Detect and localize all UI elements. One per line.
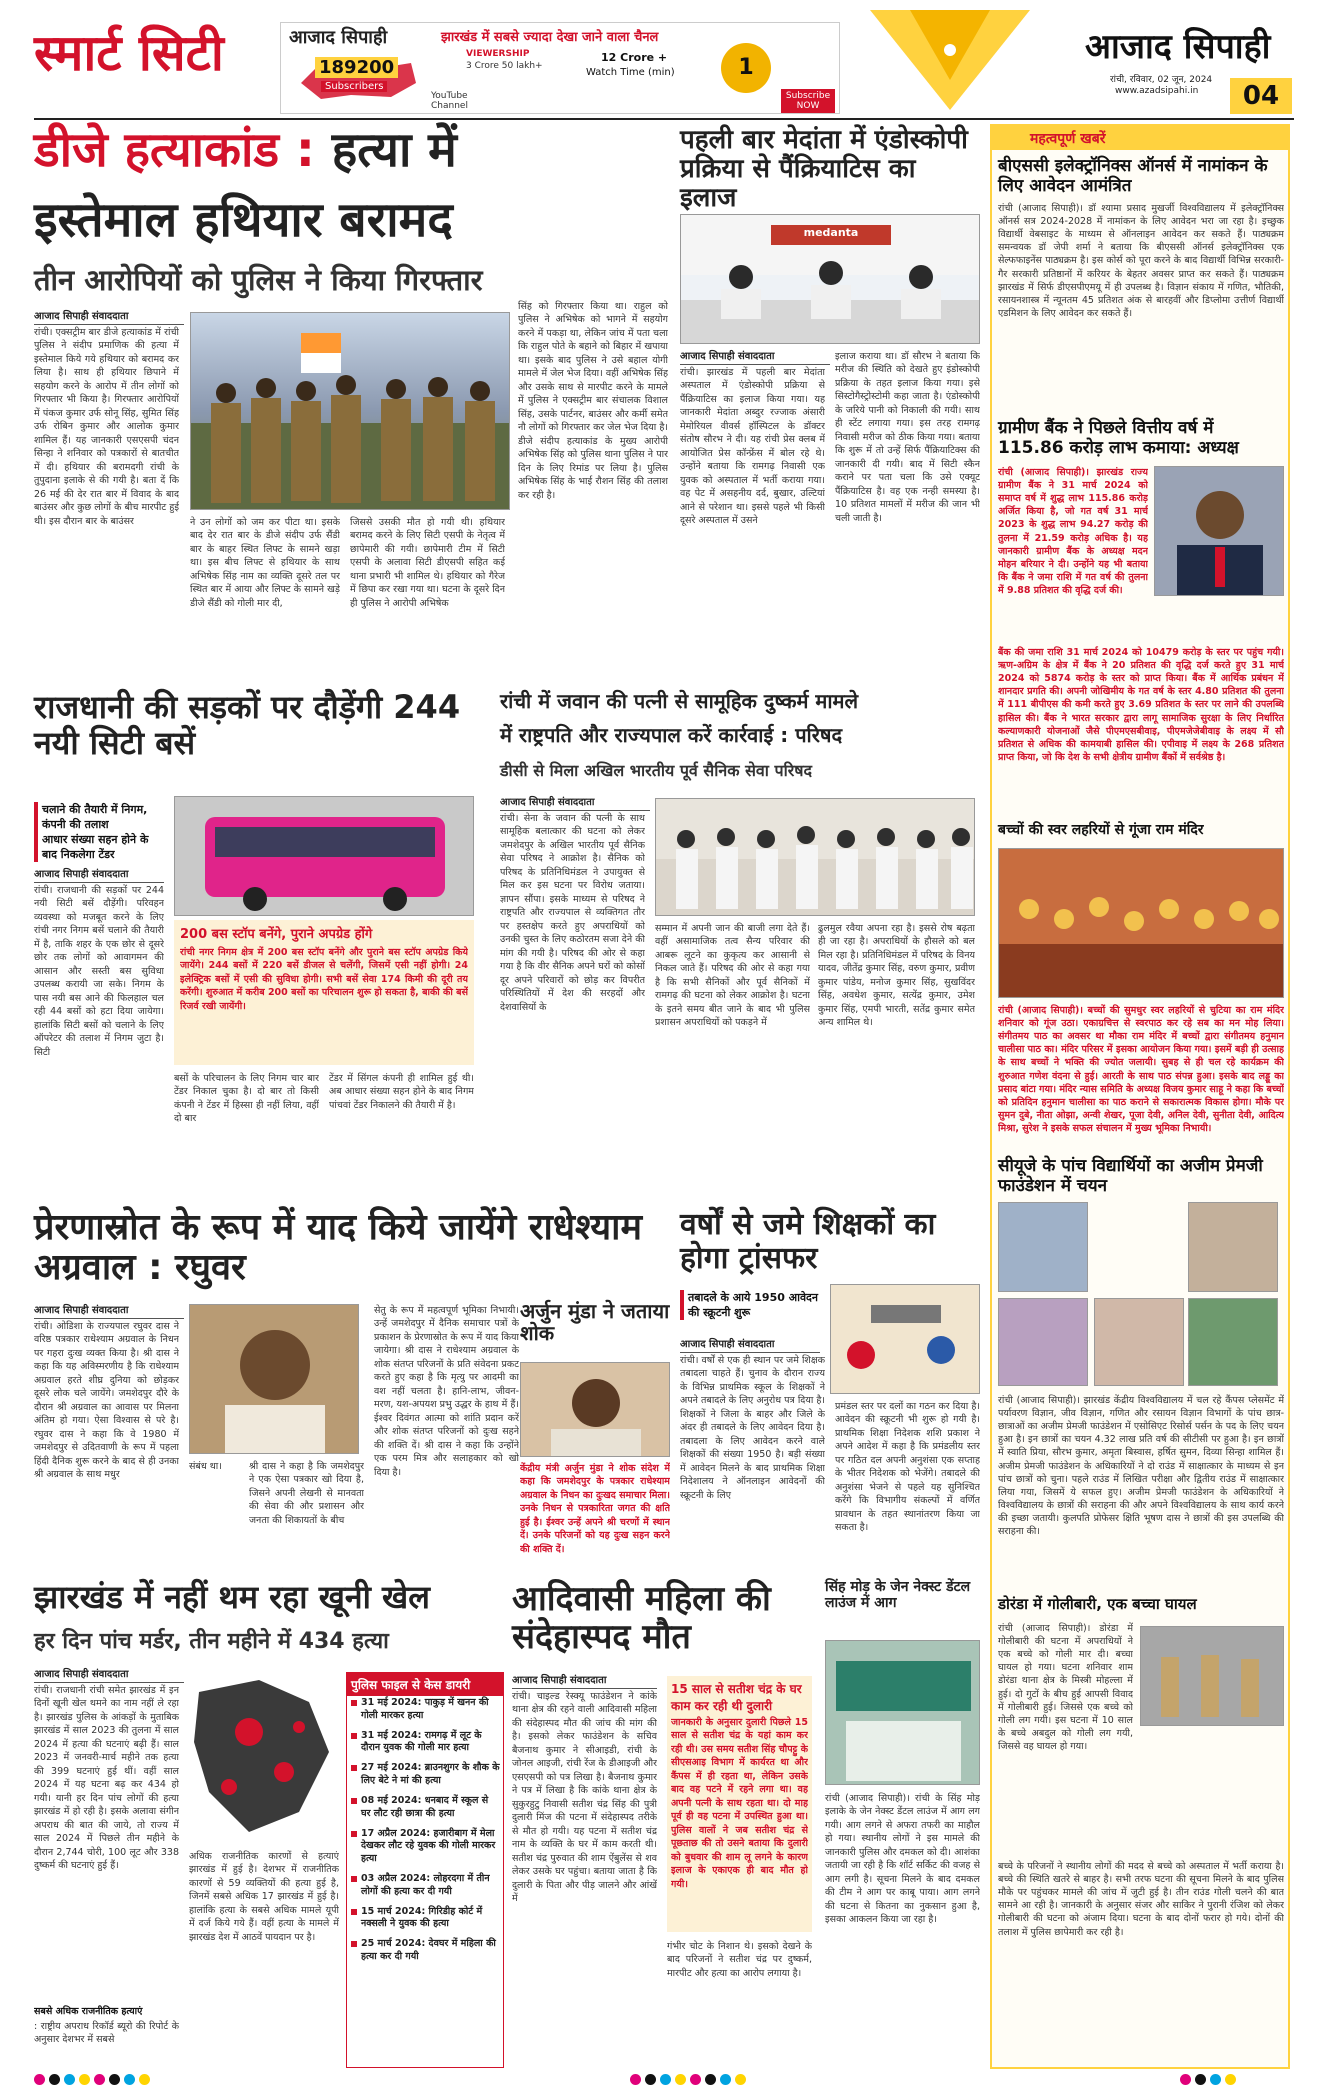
story9-headline: आदिवासी महिला की संदेहास्पद मौत — [512, 1579, 771, 1658]
student-photo-3 — [998, 1298, 1088, 1386]
veterans-group-photo — [656, 799, 975, 916]
story1-headline-line1 — [34, 124, 674, 178]
color-dot-icon — [79, 2074, 90, 2085]
story5-byline: आजाद सिपाही संवाददाता — [34, 1302, 184, 1319]
sidebar-item3-title: बच्चों की स्वर लहरियों से गूंजा राम मंदिर — [998, 822, 1204, 838]
color-dot-icon — [690, 2074, 701, 2085]
case-diary-item: 03 अप्रैल 2024: लोहरदगा में तीन लोगों की हत्या कर दी गयी — [351, 1873, 501, 1899]
minister-photo — [521, 1363, 670, 1457]
story8-subhead: हर दिन पांच मर्डर, तीन महीने में 434 हत्या — [34, 1629, 389, 1654]
story1-col3: जिससे उसकी मौत हो गयी थी। हथियार बरामद करने के लिए सिटी एसपी के नेतृत्व में छापेमारी की गयी। छापेमारी टीम में सिटी एसपी के अलावा सिटी डीएसपी सहित कई थाना प्रभारी भी शामिल थे। हथियार को गैरेज में छिपा कर रखा गया था। घटना के दूसरे दिन ही पुलिस ने आरोपी अभिषेक — [350, 517, 505, 609]
story3-col2: बसों के परिचालन के लिए निगम चार बार टेंडर निकाल चुका है। दो बार तो किसी कंपनी ने टेंडर में हिस्सा ही नहीं लिया, वहीं दो बार — [174, 1073, 319, 1125]
story4-headline-line1: रांची में जवान की पत्नी से सामूहिक दुष्कर्म मामले — [500, 689, 859, 713]
portrait-photo — [190, 1305, 359, 1454]
blood-map-illustration — [189, 1672, 339, 1842]
color-dot-icon — [660, 2074, 671, 2085]
story6-headline: अर्जुन मुंडा ने जताया शोक — [520, 1299, 670, 1346]
story6-photo — [520, 1362, 670, 1457]
sidebar-item3-text: रांची (आजाद सिपाही)। बच्चों की सुमधुर स्वर लहरियों से चुटिया का राम मंदिर शनिवार को गूंज उठा। एकाग्रचित्त से स्वरपाठ कर रहे सब का मन मोह लिया। संगीतमय पाठ का अवसर था मौका राम मंदिर में बच्चों द्वारा संगीतमय हनुमान चालीसा पाठ का। मंदिर परिसर में इसका आयोजन किया गया। इसमें बड़ी ही उत्साह के साथ बच्चों ने भक्ति की ज्योत जलायी। सुबह से ही चल रहे कार्यक्रम की शुरुआत गणेश वंदना से हुई। आरती के साथ पाठ संपन्न हुआ। इसके बाद लड्डू का प्रसाद बांटा गया। मंदिर न्यास समिति के अध्यक्ष विजय कुमार साहू ने कहा कि बच्चों को प्रतिदिन हनुमान चालीसा का पाठ कराने से सकारात्मक विकास होगा। मौके पर सुमन दुबे, नीता ओझा, अन्वी शेखर, पूजा देवी, अनिल देवी, सुनीता देवी, आदित्य मिश्रा, सुरेश ने इसके सफल संचालन में मुख्य भूमिका निभायी। — [998, 1005, 1284, 1134]
story3-col3: टेंडर में सिंगल कंपनी ही शामिल हुई थी। अब आधार संख्या सहन होने के बाद निगम पांचवां टेंडर निकालने की तैयारी में है। — [329, 1073, 474, 1111]
case-diary-item: 27 मई 2024: ब्राउनशुगर के शौक के लिए बेटे ने मां की हत्या — [351, 1762, 501, 1788]
bullet-icon — [351, 1798, 357, 1804]
color-dot-icon — [1180, 2074, 1191, 2085]
story6-text: केंद्रीय मंत्री अर्जुन मुंडा ने शोक संदेश में कहा कि जमशेदपुर के पत्रकार राधेश्याम अग्रवाल के निधन का दुःखद समाचार मिला। उनके निधन से पत्रकारिता जगत की क्षति हुई है। ईश्वर उन्हें अपने श्री चरणों में स्थान दें। उनके परिजनों को यह दुःख सहन करने की शक्ति दें। — [520, 1463, 670, 1555]
story1-headline-black: हत्या में — [331, 122, 457, 178]
story8-case-diary — [346, 1672, 504, 2068]
story5-col1: रांची। ओडिशा के राज्यपाल रघुवर दास ने वरिष्ठ पत्रकार राधेश्याम अग्रवाल के निधन पर गहरा दुःख व्यक्त किया है। श्री दास ने कहा कि यह अविस्मरणीय है कि राधेश्याम अग्रवाल हरते शीघ्र दुनिया को छोड़कर दूसरे लोक चले जायेंगे। जमशेदपुर दौरे के दौरान श्री अग्रवाल का आवास पर मिलना अंतिम हो गया। ऐसा विश्वास से परे है। रघुवर दास ने कहा कि वे 1980 में जमशेदपुर से उदितवाणी के रूप में पहला हिंदी दैनिक शुरू करने के बाद से ही उनका श्री अग्रवाल के साथ मधुर — [34, 1321, 179, 1481]
color-dot-icon — [34, 2074, 45, 2085]
case-diary-item: 17 अप्रैल 2024: हजारीबाग में मेला देखकर लौट रहे युवक की गोली मारकर हत्या — [351, 1828, 501, 1866]
bullet-icon — [351, 1909, 357, 1915]
story4-subhead: डीसी से मिला अखिल भारतीय पूर्व सैनिक सेवा परिषद — [500, 761, 813, 780]
story8-photo — [189, 1672, 339, 1842]
student-photo-4 — [1094, 1298, 1184, 1386]
case-diary-list — [351, 1697, 501, 1971]
story5-photo — [189, 1304, 359, 1454]
sidebar-item5-text-a: रांची (आजाद सिपाही)। डोरंडा में गोलीबारी की घटना में अपराधियों ने एक बच्चे को गोली मार दी। बच्चा घायल हो गया। घटना शनिवार शाम डोरंडा थाना क्षेत्र के मिस्त्री मोहल्ला में हुई। दो गुटों के बीच हुई आपसी विवाद में गोलीबारी हुई। जिससे एक बच्चे को गोली लग गयी। इस घटना में 10 साल के बच्चे अबदुल को गोली लग गयी, जिससे वह घायल हो गया। — [998, 1623, 1133, 1752]
color-dot-icon — [735, 2074, 746, 2085]
story-jharkhand-murders — [34, 1580, 504, 2070]
footer-color-dots-left — [34, 2070, 234, 2084]
story-arjun-munda — [520, 1300, 670, 1565]
police-group-photo — [191, 313, 510, 510]
color-dot-icon — [64, 2074, 75, 2085]
color-dot-icon — [720, 2074, 731, 2085]
sidebar-item2-title: ग्रामीण बैंक ने पिछले वित्तीय वर्ष में 115.86 करोड़ लाभ कमाया: अध्यक्ष — [998, 418, 1239, 459]
page-number: 04 — [1230, 78, 1292, 114]
story4-col1: रांची। सेना के जवान की पत्नी के साथ सामूहिक बलात्कार की घटना को लेकर जमशेदपुर के अखिल भारतीय पूर्व सैनिक सेवा परिषद ने आक्रोश है। सैनिक को परिषद के प्रतिनिधिमंडल ने उपायुक्त से मिल कर इस घटना पर विरोध जताया। ज्ञापन सौंपा। इसके माध्यम से परिषद ने राष्ट्रपति और राज्यपाल से व्यक्तिगत तौर पर हस्तक्षेप करते हुए अपराधियों को उनकी चुस्त के लिए कठोरतम सजा देने की मांग की गयी है। परिषद की ओर से कहा गया है कि वीर सैनिक अपने घरों को कोसों दूर अपने परिवारों को छोड़ कर विपरीत परिस्थितियों में देश की सरहदों और देशवासियों के — [500, 813, 645, 1013]
sidebar-item2-text-b: बैंक की जमा राशि 31 मार्च 2024 को 10479 करोड़ के स्तर पर पहुंच गयी। ऋण-अग्रिम के क्षेत्र में बैंक ने 20 प्रतिशत की वृद्धि दर्ज करते हुए 31 मार्च 2024 को 5874 करोड़ के स्तर को प्राप्त किया। बैंक में आर्थिक प्रबंधन में शानदार प्रगति की। अपनी जोखिमीय के गत वर्ष के स्तर 4.80 प्रतिशत की तुलना में 111 बीपीएस की कमी करते हुए 3.69 प्रतिशत के स्तर पर लाने की उपलब्धि हासिल की। बैंक ने भारत सरकार द्वारा लागू सामाजिक सुरक्षा के लिए निर्धारित कल्याणकारी योजनाओं जैसे पीएमएसबीवाइ, पीएमजेजेबीवाइ के लक्ष्य में सौ प्रतिशत से अधिक की कामयाबी हासिल की। एपीवाइ में लक्ष्य के 268 प्रतिशत प्राप्त किया, जो कि देश के सभी क्षेत्रीय ग्रामीण बैंकों में सर्वश्रेष्ठ है। — [998, 647, 1284, 763]
color-dot-icon — [645, 2074, 656, 2085]
story9-col2: गंभीर चोट के निशान थे। इसको देखने के बाद परिजनों ने सतीश चंद्र पर दुष्कर्म, मारपीट और हत्या का आरोप लगाया है। — [667, 1941, 812, 1979]
story10-headline: सिंह मोड़ के जेन नेक्स्ट डेंटल लाउंज में आग — [825, 1579, 971, 1611]
sidebar-item4-text: रांची (आजाद सिपाही)। झारखंड केंद्रीय विश्वविद्यालय में चल रहे कैंपस प्लेसमेंट में पर्यावरण विज्ञान, जीव विज्ञान, गणित और रसायन विज्ञान विभागों के पांच छात्र-छात्राओं का अजीम प्रेमजी फाउंडेशन में एसोसिएट रिसोर्स पर्सन के पद के लिए चयन हुआ है। इन छात्रों का चयन 4.32 लाख प्रति वर्ष की सीटीसी पर हुआ है। इन छात्रों में स्वाति प्रिया, सौरभ कुमार, अमृता बिस्वास, हर्षित सुमन, दिव्या सिन्हा शामिल हैं। अजीम प्रेमजी फाउंडेशन के अधिकारियों ने दो राउंड में साक्षात्कार के माध्यम से इन पांच छात्रों को चुना। पहले राउंड में लिखित परीक्षा और द्वितीय राउंड में साक्षात्कार लिया गया, जिसमें ये सफल हुए। अजीम प्रेमजी फाउंडेशन के अधिकारियों ने विश्वविद्यालय के छात्रों की सराहना की और अपने विश्वविद्यालय के साथ कार्य करने की इच्छा जतायी। कुलपति प्रोफेसर क्षिति भूषण दास ने छात्रों की इस उपलब्धि की सराहना की। — [998, 1395, 1284, 1538]
sidebar-item4-photos — [998, 1202, 1284, 1387]
sidebar-item5-title: डोरंडा में गोलीबारी, एक बच्चा घायल — [998, 1595, 1197, 1613]
sidebar — [990, 124, 1290, 2069]
story8-byline: आजाद सिपाही संवाददाता — [34, 1666, 184, 1683]
color-dot-icon — [49, 2074, 60, 2085]
story8-headline: झारखंड में नहीं थम रहा खूनी खेल — [34, 1578, 430, 1616]
story3-box-title: 200 बस स्टॉप बनेंगे, पुराने अपग्रेड होंगे — [180, 927, 373, 942]
story4-headline-line2: में राष्ट्रपति और राज्यपाल करें कार्रवाई : परिषद — [500, 723, 843, 747]
story5-caption: संबंध था। — [189, 1461, 222, 1472]
website: www.azadsipahi.in — [1115, 86, 1199, 96]
footer-color-dots-right — [1180, 2070, 1300, 2084]
bullet-icon — [351, 1700, 357, 1706]
ad-watch-value: 12 Crore + — [601, 51, 668, 64]
story-dental-fire — [825, 1580, 980, 2070]
story7-col1: रांची। वर्षों से एक ही स्थान पर जमे शिक्षक तबादला चाहते हैं। चुनाव के दौरान राज्य के विभिन्न प्राथमिक स्कूल के शिक्षकों ने अपने तबादले के लिए अनुरोध पत्र दिया है। शिक्षकों ने जिला के बाहर और जिले के अंदर ही तबादले के लिए आवेदन दिया है। तबादला के लिए आवेदन करने वाले शिक्षकों की संख्या 1950 है। बड़ी संख्या में आवेदन मिलने के बाद प्राथमिक शिक्षा निदेशालय ने ऑनलाइन आवेदनों की स्क्रूटनी के लिए — [680, 1355, 825, 1501]
story1-col4: सिंह को गिरफ्तार किया था। राहुल को पुलिस ने अभिषेक को भागने में सहयोग करने में पकड़ा था, लेकिन जांच में पता चला कि राहुल पोते के बहाने को बिहार में खपाया था। इसके बाद पुलिस ने उसे बहाल योगी मामले में जेल भेज दिया। वहीं अभिषेक सिंह और उसके साथ से मारपीट करने के मामले में पुलिस ने एक्सट्रीम बार संचालक विशाल सिंह, उसके पार्टनर, बाउंसर और कर्मी समेत नौ लोगों को गिरफ्तार कर जेल भेज दिया है। डीजे संदीप हत्याकांड के मुख्य आरोपी अभिषेक सिंह को पुलिस थाना पुलिस ने पार दिन के लिए रिमांड पर लिया है। पुलिस अभिषेक सिंह के भाई रौशन सिंह की तलाश कर रही है। — [518, 301, 668, 501]
story4-col2: सम्मान में अपनी जान की बाजी लगा देते हैं। वहीं असामाजिक तत्व सैन्य परिवार की आबरू लूटने का कुकृत्य कर आसानी से निकल जाते हैं। परिषद की ओर से कहा गया है कि सभी सैनिकों और पूर्व सैनिकों में रामगढ़ की घटना को लेकर आक्रोश है। घटना के इतने समय बीत जाने के बाद भी पुलिस प्रशासन अपराधियों को पकड़ने में — [655, 923, 810, 1029]
story4-col3: ढुलमुल रवैया अपना रहा है। इससे रोष बढ़ता ही जा रहा है। अपराधियों के हौसले को बल मिल रहा है। प्रतिनिधिमंडल में परिषद के विनय यादव, जीतेंद्र कुमार सिंह, वरुण कुमार, प्रवीण कुमार पांडेय, मनोज कुमार सिंह, सुखविंदर सिंह, अवधेश कुमार, सत्येंद्र कुमार, उमेश कुमार सिंह, एमपी भारती, सतेंद्र कुमार समेत अन्य शामिल थे। — [818, 923, 975, 1029]
story9-box-title: 15 साल से सतीश चंद्र के घर काम कर रही थी दुलारी — [671, 1682, 802, 1713]
story2-headline: पहली बार मेदांता में एंडोस्कोपी प्रक्रिया से पैंक्रियाटिस का इलाज — [680, 125, 968, 214]
bullet-icon — [351, 1831, 357, 1837]
ad-youtube: YouTube Channel — [431, 91, 468, 111]
sidebar-item1-title: बीएससी इलेक्ट्रॉनिक्स ऑनर्स में नामांकन के लिए आवेदन आमंत्रित — [998, 156, 1268, 197]
footer-color-dots-mid — [630, 2070, 830, 2084]
pen-nib-icon — [850, 10, 1050, 115]
story3-box — [174, 920, 474, 1065]
case-diary-item: 31 मई 2024: रामगढ़ में लूट के दौरान युवक की गोली मार हत्या — [351, 1730, 501, 1756]
case-diary-item: 08 मई 2024: धनबाद में स्कूल से घर लौट रही छात्रा की हत्या — [351, 1795, 501, 1821]
story7-highlight: तबादले के आये 1950 आवेदन की स्क्रूटनी शुरू — [680, 1290, 820, 1320]
story8-col1-bold: सबसे अधिक राजनीतिक हत्याएं — [34, 2006, 143, 2017]
sidebar-item1-text: रांची (आजाद सिपाही)। डॉ श्यामा प्रसाद मुखर्जी विश्वविद्यालय में इलेक्ट्रॉनिक्स ऑनर्स सत्र 2024-2028 में नामांकन के लिए आवेदन भरा जा रहा है। इच्छुक विद्यार्थी वेबसाइट के माध्यम से ऑनलाइन आवेदन कर सकते हैं। पाठ्यक्रम समन्वयक डॉ जेपी शर्मा ने बताया कि बीएससी ऑनर्स इलेक्ट्रॉनिक्स एक सेल्फफाइनेंस पाठ्यक्रम है। इस कोर्स को पूरा करने के बाद विद्यार्थी विभिन्न सरकारी-गैर सरकारी प्रतिष्ठानों में करियर के बेहतर अवसर प्राप्त कर सकते हैं। पाठ्यक्रम झारखंड में सिर्फ डीएसपीएमयू में ही उपलब्ध है। विज्ञान संकाय में गणित, भौतिकी, रसायनशास्त्र में न्यूनतम 45 प्रतिशत अंक से बारहवीं और डिप्लोमा उत्तीर्ण विद्यार्थी एडमिशन के लिए आवेदन कर सकते हैं। — [998, 203, 1284, 319]
story7-col2: प्रमंडल स्तर पर दलों का गठन कर दिया है। आवेदन की स्क्रूटनी भी शुरू हो गयी है। प्राथमिक शिक्षा निदेशक शशि प्रकाश ने अपने आदेश में कहा है कि प्रमंडलीय स्तर पर गठित दल अपनी अनुशंसा एक सप्ताह के भीतर निदेशक को भेजेंगे। तबादले की अनुशंसा भेजने से पहले यह सुनिश्चित करेंगे कि विभागीय संकल्पों में वर्णित प्रावधान के तहत स्थानांतरण किया जा सकता है। — [835, 1401, 980, 1534]
case-diary-item: 15 मार्च 2024: गिरिडीह कोर्ट में नक्सली ने युवक की हत्या — [351, 1906, 501, 1932]
story-army-wife — [500, 690, 980, 1200]
story-teacher-transfer — [680, 1208, 980, 1568]
story3-highlight1: चलाने की तैयारी में निगम, कंपनी की तलाश — [34, 802, 164, 832]
story3-col1: रांची। राजधानी की सड़कों पर 244 नयी सिटी बसें दौड़ेंगी। परिवहन व्यवस्था को मजबूत करने के लिए रांची नगर निगम बसें चलाने की तैयारी में है, ताकि शहर के एक छोर से दूसरे छोर तक लोगों को आवागमन की आसान और सस्ती बस सुविधा उपलब्ध करायी जा सके। निगम के पास नयी बस आने की फिलहाल चल रही 44 बसों को हटा दिया जायेगा। हालांकि सिटी बसों को चलाने के लिए ऑपरेटर की तलाश में निगम जुटा है। सिटी — [34, 885, 164, 1058]
bullet-icon — [351, 1876, 357, 1882]
children-temple-photo — [999, 849, 1284, 998]
story1-subhead: तीन आरोपियों को पुलिस ने किया गिरफ्तार — [34, 263, 483, 297]
bullet-icon — [351, 1941, 357, 1947]
story-medanta — [680, 124, 980, 684]
student-photo-1 — [998, 1202, 1088, 1292]
ad-brand: आजाद सिपाही — [289, 27, 388, 48]
sidebar-item2-text-a: रांची (आजाद सिपाही)। झारखंड राज्य ग्रामीण बैंक ने 31 मार्च 2024 को समाप्त वर्ष में शुद्ध लाभ 115.86 करोड़ अर्जित किया है, जो गत वर्ष 31 मार्च 2023 के शुद्ध लाभ 94.27 करोड़ की तुलना में 21.59 करोड़ अधिक है। यह जानकारी ग्रामीण बैंक के अध्यक्ष मदन मोहन बरियार ने दी। उन्होंने यह भी बताया कि बैंक ने जमा राशि में गत वर्ष की तुलना में 9.88 प्रतिशत की वृद्धि दर्ज की। — [998, 467, 1148, 596]
story2-byline: आजाद सिपाही संवाददाता — [680, 348, 830, 365]
student-photo-2 — [1188, 1202, 1278, 1292]
color-dot-icon — [94, 2074, 105, 2085]
ad-tagline: झारखंड में सबसे ज्यादा देखा जाने वाला चैनल — [441, 30, 659, 45]
story7-headline: वर्षों से जमे शिक्षकों का होगा ट्रांसफर — [680, 1207, 936, 1276]
bullet-icon — [351, 1765, 357, 1771]
color-dot-icon — [1210, 2074, 1221, 2085]
bank-chairman-photo — [1155, 467, 1284, 596]
masthead-rule — [34, 118, 1294, 120]
student-photo-5 — [1188, 1298, 1278, 1386]
story9-box — [667, 1676, 812, 1932]
story2-photo-banner: medanta — [803, 226, 859, 239]
sidebar-label: महत्वपूर्ण खबरें — [992, 126, 1288, 150]
story1-headline-line2: इस्तेमाल हथियार बरामद — [34, 192, 453, 248]
masthead — [0, 0, 1325, 118]
story1-byline: आजाद सिपाही संवाददाता — [34, 308, 184, 325]
paper-name: आजाद सिपाही — [1085, 27, 1271, 67]
sidebar-item4-title: सीयूजे के पांच विद्यार्थियों का अजीम प्रेमजी फाउंडेशन में चयन — [998, 1156, 1263, 1197]
story-city-buses — [34, 690, 484, 1205]
story1-col1: रांची। एक्सट्रीम बार डीजे हत्याकांड में रांची पुलिस ने संदीप प्रमाणिक की हत्या में इस्तेमाल किये गये हथियार को बरामद कर लिया है। साथ ही हथियार छिपाने में सहयोग करने के आरोप में तीन लोगों को गिरफ्तार भी किया है। गिरफ्तार आरोपियों में पंकज कुमार उर्फ सोनू सिंह, सुमित सिंह उर्फ रोबिन कुमार और आलोक कुमार शामिल हैं। यह जानकारी एसएसपी चंदन सिन्हा ने शनिवार को पत्रकारों से बातचीत में दी। हथियार की बरामदगी रांची के तुपुदाना इलाके से की गयी है। बता दें कि 26 मई की देर रात बार में विवाद के बाद बाउंसर और कुछ लोगों के बीच मारपीट हुई थी। इस दौरान बार के बाउंसर — [34, 327, 179, 527]
sidebar-item5-photo — [1140, 1626, 1284, 1726]
color-dot-icon — [139, 2074, 150, 2085]
story8-col1-tail: : राष्ट्रीय अपराध रिकॉर्ड ब्यूरो की रिपोर्ट के अनुसार देशभर में सबसे — [34, 2021, 179, 2046]
color-dot-icon — [675, 2074, 686, 2085]
story2-col2: इलाज कराया था। डॉ सौरभ ने बताया कि मरीज की स्थिति को देखते हुए इंडोस्कोपी प्रक्रिया के तहत इलाज किया गया। इसे सिस्टोगैस्ट्रोस्टोमी कहा जाता है। एंडोस्कोपी के जरिये पानी को निकाली की गयी। साथ ही स्टेंट लगाया गया। इस तरह रामगढ़ निवासी मरीज को ठीक किया गया। बताया कि शुरू में तो उन्हें सिर्फ पैंक्रियाटिक्स की जानकारी दी गयी। बाद में सिटी स्कैन कराने पर पता चला कि उसे एक्यूट पैंक्रियाटिस है। वह एक नन्ही समस्या है। 10 प्रतिशत मामलों में मरीज की जान भी चली जाती है। — [835, 351, 980, 524]
ad-viewership-value: 3 Crore 50 lakh+ — [466, 61, 543, 71]
story3-byline: आजाद सिपाही संवाददाता — [34, 866, 164, 883]
ad-watch-label: Watch Time (min) — [586, 67, 675, 78]
story1-photo — [190, 312, 510, 510]
ad-badge: 1 — [721, 43, 771, 93]
ad-subscribe: Subscribe NOW — [781, 89, 835, 113]
police-scene-photo — [1141, 1627, 1284, 1726]
color-dot-icon — [705, 2074, 716, 2085]
story3-highlight2: आधार संख्या सहन होने के बाद निकलेगा टेंडर — [34, 832, 164, 862]
story9-byline: आजाद सिपाही संवाददाता — [512, 1672, 657, 1689]
ad-subscribers: 189200 — [315, 57, 398, 78]
dateline: रांची, रविवार, 02 जून, 2024 — [1110, 75, 1213, 85]
case-diary-title: पुलिस फाइल से केस डायरी — [347, 1673, 503, 1696]
sidebar-item5-text-b: बच्चे के परिजनों ने स्थानीय लोगों की मदद से बच्चे को अस्पताल में भर्ती कराया है। बच्चे की स्थिति खतरे से बाहर है। सभी तरफ घटना की सूचना मिलने के बाद पुलिस मौके पर पहुंचकर मामले की जांच में जुटी हुई है। तीन राउंड गोली चलने की बात सामने आ रही है। जानकारी के अनुसार संजर और साकिर ने पुरानी रंजिश को लेकर गोलीबारी की घटना को अंजाम दिया। घटना के बाद दोनों फरार हो गये। दोनों की तलाश में पुलिस छापेमारी कर रही है। — [998, 1861, 1284, 1938]
bullet-icon — [351, 1733, 357, 1739]
pen-graphic — [850, 10, 1050, 115]
story1-headline-red: डीजे हत्याकांड : — [34, 122, 316, 178]
story9-col1: रांची। चाइल्ड रेस्क्यू फाउंडेशन ने कांके थाना क्षेत्र की रहने वाली आदिवासी महिला की संदेहास्पद मौत की जांच की मांग की है। इसको लेकर फाउंडेशन के सचिव बैजनाथ कुमार ने सीआइडी, रांची के जोनल आइजी, रांची रेंज के डीआइजी और एसएसपी को पत्र लिखा है। बैजनाथ कुमार ने पत्र में लिखा है कि कांके थाना क्षेत्र के सुकुरहुटु निवासी सतीश चंद्र सिंह की पुत्री दुलारी मिंज की पटना में संदेहास्पद तरीके से मौत हो गयी। यह पटना में सतीश चंद्र नाम के व्यक्ति के घर में काम करती थी। सतीश चंद्र पुरुवात की शाम ऐंबुलेंस से शव लेकर उसके घर पहुंचा। बताया जाता है कि दुलारी के पिता और पीड़ जालने और आंखें में — [512, 1691, 657, 1905]
story7-byline: आजाद सिपाही संवाददाता — [680, 1336, 820, 1353]
story8-col1: रांची। राजधानी रांची समेत झारखंड में इन दिनों खूनी खेल थमने का नाम नहीं ले रहा है। झारखंड पुलिस के आंकड़ों के मुताबिक झारखंड में साल 2023 की तुलना में साल 2024 में हत्या की घटनाएं बढ़ी हैं। साल 2023 में जनवरी-मार्च महीने तक हत्या की 399 घटनाएं हुई थीं। वहीं साल 2024 में यह घटना बढ़ कर 434 हो गयी। यानी हर दिन पांच लोगों की हत्या झारखंड में हो रही है। इसके अलावा संगीन अपराध की बात की जाये, तो राज्य में साल 2024 में पिछले तीन महीने के दौरान 2,744 चोरी, 100 लूट और 338 दुष्कर्म की घटनाएं हुई हैं। — [34, 1685, 179, 1872]
story9-box-text: जानकारी के अनुसार दुलारी पिछले 15 साल से सतीश चंद्र के यहां काम कर रही थी। उस समय सतीश सिंह चौपट्टु के सीएसआइ विभाग में कार्यरत था और कैंपस में ही रहता था, लेकिन उसके बाद वह पटने में रहने लगा था। वह अपनी पत्नी के साथ रहता था। दो माह पूर्व ही वह पटना में उपस्थित हुआ था। पुलिस वालों ने जब सतीश चंद्र से पूछताछ की तो उसने बताया कि दुलारी को बुधवार की शाम लू लगने के कारण इलाज के एकाएक ही बाद मौत हो गयी। — [671, 1717, 808, 1890]
story-tribal-woman — [512, 1580, 812, 2070]
story3-photo — [174, 796, 474, 916]
story4-byline: आजाद सिपाही संवाददाता — [500, 794, 650, 811]
story8-col2: अधिक राजनीतिक कारणों से हत्याएं झारखंड में हुई है। देशभर में राजनीतिक कारणों से 59 व्यक्तियों की हत्या हुई है, जिनमें सबसे अधिक 17 झारखंड में हुई है। हालांकि हत्या के सबसे अधिक मामले यूपी में दर्ज किये गये हैं। वहीं हत्या के मामले में झारखंड देश में आठवें पायदान पर है। — [189, 1851, 339, 1943]
story4-photo — [655, 798, 975, 916]
section-title: स्मार्ट सिटी — [34, 24, 224, 82]
ad-viewership: VIEWERSHIP — [466, 49, 530, 59]
sidebar-item2-photo — [1154, 466, 1284, 596]
story3-headline: राजधानी की सड़कों पर दौड़ेंगी 244 नयी सिटी बसें — [34, 688, 461, 762]
story5-headline: प्रेरणास्रोत के रूप में याद किये जायेंगे राधेश्याम अग्रवाल : रघुवर — [34, 1207, 643, 1289]
transfer-illustration — [831, 1285, 980, 1394]
channel-ad — [280, 22, 840, 114]
ad-subscribers-label: Subscribers — [321, 81, 387, 92]
story2-photo — [680, 214, 980, 344]
story1-col2: ने उन लोगों को जम कर पीटा था। इसके बाद देर रात बार के डीजे संदीप उर्फ सैंडी बार के बाहर स्थित लिफ्ट के सामने खड़ा था। इस बीच लिफ्ट से हथियार के साथ अभिषेक सिंह नाम का व्यक्ति दूसरे तल पर स्थित बार में आया और लिफ्ट के सामने खड़े डीजे सैंडी को गोली मार दी, — [190, 517, 340, 609]
color-dot-icon — [630, 2074, 641, 2085]
color-dot-icon — [109, 2074, 120, 2085]
story5-col3: सेतु के रूप में महत्वपूर्ण भूमिका निभायी। उन्हें जमशेदपुर में दैनिक समाचार पत्रों के प्रकाशन के प्रेरणास्रोत के रूप में याद किया जायेगा। श्री दास ने राधेश्याम अग्रवाल के शोक संतप्त परिजनों के प्रति संवेदना प्रकट करते हुए कहा है कि मृत्यु पर आदमी का वश नहीं चलता है। हानि-लाभ, जीवन-मरण, यश-अपयश प्रभु उद्धर के हाथ में हैं। ईश्वर दिवंगत आत्मा को शांति प्रदान करें और शोक संतप्त परिजनों को दुःख सहने की शक्ति दें। श्री दास ने कहा कि उन्होंने एक परम मित्र और सलाहकार को खो दिया है। — [374, 1305, 519, 1478]
story5-col2: श्री दास ने कहा है कि जमशेदपुर ने एक ऐसा पत्रकार खो दिया है, जिसने अपनी लेखनी से मानवता की सेवा की और प्रशासन और जनता की शिकायतों के बीच — [249, 1461, 364, 1526]
story-dj-murder — [34, 124, 674, 684]
story10-photo — [825, 1640, 980, 1785]
story3-box-text: रांची नगर निगम क्षेत्र में 200 बस स्टॉप बनेंगे और पुराने बस स्टॉप अपग्रेड किये जायेंगे। 244 बसों में 220 बसें डीजल से चलेंगी, जिसमें एसी नहीं होगी। 24 इलेक्ट्रिक बसों में एसी की सुविधा होगी। सभी बसें सेवा 174 किमी की दूरी तय करेंगी। शुरुआत में करीब 200 बसों का परिचालन शुरू हो सकता है, बाकी की बसें रिजर्व रखी जायेंगी। — [180, 947, 468, 1012]
case-diary-item: 25 मार्च 2024: देवघर में महिला की हत्या कर दी गयी — [351, 1938, 501, 1964]
case-diary-item: 31 मई 2024: पाकुड़ में खनन की गोली मारकर हत्या — [351, 1697, 501, 1723]
color-dot-icon — [1195, 2074, 1206, 2085]
color-dot-icon — [1225, 2074, 1236, 2085]
sidebar-item3-photo — [998, 848, 1284, 998]
dental-clinic-photo — [826, 1641, 980, 1785]
story10-text: रांची (आजाद सिपाही)। रांची के सिंह मोड़ इलाके के जेन नेक्स्ट डेंटल लाउंज में आग लग गयी। आग लगने से अफरा तफरी का माहौल हो गया। स्थानीय लोगों ने इस मामले की जानकारी पुलिस और दमकल को दी। आशंका जतायी जा रही है कि शॉर्ट सर्किट की वजह से आग लगी है। सूचना मिलने के बाद दमकल की टीम ने आग पर काबू पाया। आग लगने की घटना से कितना का नुकसान हुआ है, इसका आकलन किया जा रहा है। — [825, 1793, 980, 1926]
color-dot-icon — [124, 2074, 135, 2085]
story7-photo — [830, 1284, 980, 1394]
story2-col1: रांची। झारखंड में पहली बार मेदांता अस्पताल में एंडोस्कोपी प्रक्रिया से पैंक्रियाटिस का इलाज किया गया। यह जानकारी मेदांता अब्दुर रज्जाक अंसारी मेमोरियल वीवर्स हॉस्पिटल के डॉक्टर संतोष सौरभ ने दी। यह रांची प्रेस क्लब में आयोजित प्रेस कॉन्फ्रेंस में बोल रहे थे। उन्होंने बताया कि रामगढ़ निवासी एक युवक को अस्पताल में भर्ती कराया गया। वह पेट में असहनीय दर्द, बुखार, उल्टियां आने से परेशान था। इससे पहले भी किसी दूसरे अस्पताल में उसने — [680, 367, 825, 527]
pink-bus-photo — [175, 797, 474, 916]
